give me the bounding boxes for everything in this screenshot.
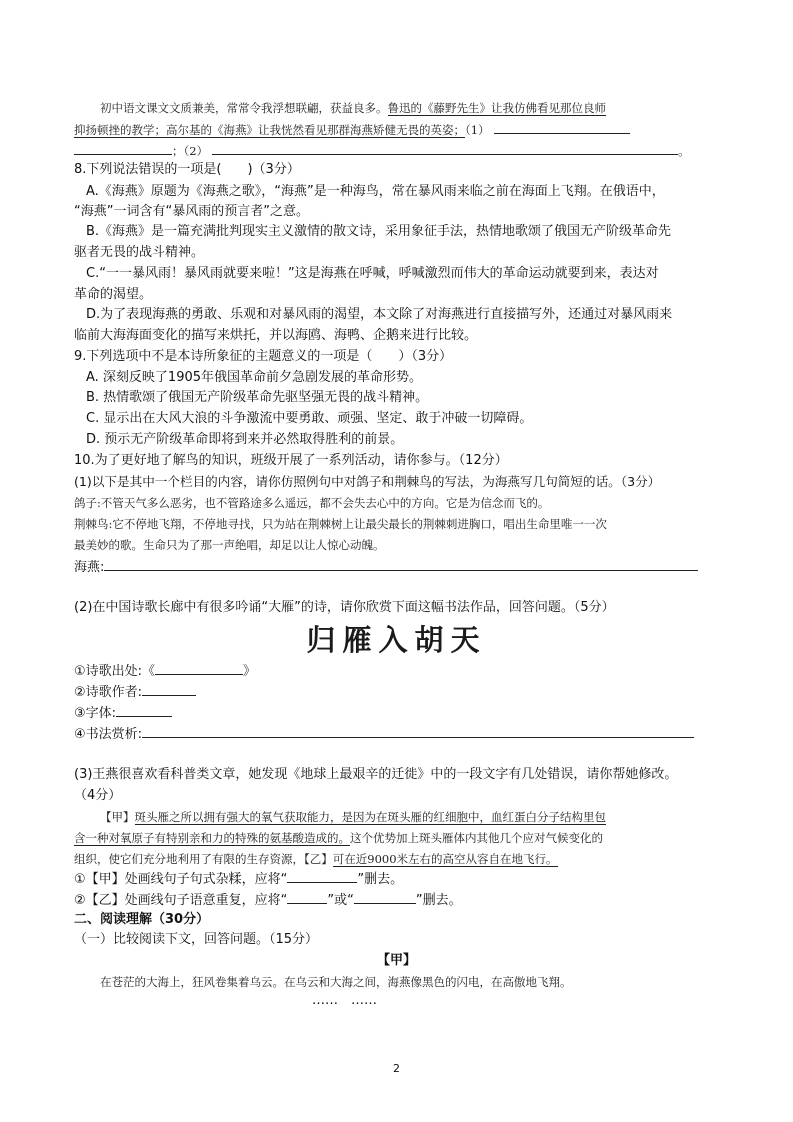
- passage-line-2: [74, 828, 603, 848]
- q9-option-b: B. 热情歌颂了俄国无产阶级革命先驱坚强无畏的战斗精神。: [86, 390, 429, 405]
- intro-text: 初中语文课文文质兼美，常常令我浮想联翩，获益良多。: [100, 101, 388, 115]
- sub-q-author: [74, 681, 196, 703]
- q8-option-a: A.《海燕》原题为《海燕之歌》，“海燕”是一种海鸟，常在暴风雨来临之前在海面上飞翔。在俄语中，: [86, 184, 665, 199]
- revision-2-label: ②【乙】处画线句子语意重复，应将“: [74, 893, 288, 908]
- q8-option-a-cont: “海燕”一词含有“暴风雨的预言者”之意。: [74, 204, 309, 219]
- pigeon-example: 鸽子:不管天气多么恶劣，也不管路途多么遥远，都不会失去心中的方向。它是为信念而飞的。: [74, 496, 550, 510]
- petrel-label: 海燕:: [74, 560, 105, 575]
- passage-line-1: [100, 807, 606, 827]
- passage-ellipsis: …… ……: [312, 993, 378, 1008]
- underlined-sentence-yi: 可在近9000米左右的高空从容自在地飞行。: [332, 852, 558, 866]
- blank-label: （1）: [465, 123, 490, 137]
- q10-part1-stem: (1)以下是其中一个栏目的内容，请你仿照例句中对鸽子和荆棘鸟的写法，为海燕写几句简短的话。（3分）: [74, 474, 661, 489]
- q9-option-d: D. 预示无产阶级革命即将到来并必然取得胜利的前景。: [86, 432, 404, 447]
- section-2-title: 二、阅读理解（30分）: [74, 912, 210, 927]
- appreciation-blank[interactable]: [142, 723, 694, 738]
- intro-line-2: [74, 119, 630, 140]
- answer-blank-2[interactable]: [212, 140, 678, 155]
- underlined-sentence-jia-cont: 含一种对氧原子有特别亲和力的特殊的氨基酸造成的。: [74, 831, 350, 845]
- intro-line-3: [74, 140, 690, 161]
- font-blank[interactable]: [116, 702, 172, 717]
- passage-line-3: [74, 849, 558, 869]
- revision-2-end: ”删去。: [415, 893, 462, 908]
- intro-line-1: [100, 98, 606, 118]
- revision-2: [74, 889, 462, 911]
- section-2-subtitle: （一）比较阅读下文，回答问题。（15分）: [74, 932, 319, 947]
- answer-blank-1[interactable]: [494, 119, 630, 134]
- revision-1-label: ①【甲】处画线句子句式杂糅，应将“: [74, 872, 288, 887]
- sub-q-font: [74, 702, 172, 724]
- source-blank[interactable]: [155, 660, 243, 675]
- passage-text: 组织，使它们充分地利用了有限的生存资源，: [74, 852, 304, 866]
- q8-option-d-cont: 临前大海海面变化的描写来烘托，并以海鸥、海鸭、企鹅来进行比较。: [74, 328, 478, 343]
- passage-jia-heading: 【甲】: [376, 953, 416, 968]
- q8-option-c-cont: 革命的渴望。: [74, 287, 153, 302]
- revision-1-end: ”删去。: [357, 872, 404, 887]
- q10-part3-score: （4分）: [74, 788, 122, 803]
- thornbird-example-cont: 最美妙的歌。生命只为了那一声绝唱，却足以让人惊心动魄。: [74, 538, 385, 552]
- author-label: ②诗歌作者:: [74, 685, 143, 700]
- q8-stem: 8.下列说法错误的一项是( )（3分）: [74, 162, 300, 177]
- font-label: ③字体:: [74, 706, 117, 721]
- q9-option-c: C. 显示出在大风大浪的斗争激流中要勇敢、顽强、坚定、敢于冲破一切障碍。: [86, 411, 533, 426]
- q8-option-b-cont: 驱者无畏的战斗精神。: [74, 245, 205, 260]
- blank-label: ；（2）: [172, 144, 209, 158]
- page-number: 2: [393, 1062, 400, 1075]
- passage-jia-text: 在苍茫的大海上，狂风卷集着乌云。在乌云和大海之间，海燕像黑色的闪电，在高傲地飞翔。: [100, 975, 572, 989]
- revision-1: [74, 868, 403, 890]
- q10-part3-stem: (3)王燕很喜欢看科普类文章，她发现《地球上最艰辛的迁徙》中的一段文字有几处错误，请你帮她修改。: [74, 767, 678, 782]
- answer-blank-1-cont[interactable]: [74, 140, 172, 155]
- source-label: ①诗歌出处:《: [74, 664, 156, 679]
- thornbird-example: 荆棘鸟:它不停地飞翔，不停地寻找，只为站在荆棘树上让最尖最长的荆棘刺进胸口，唱出生命里唯一一次: [74, 517, 607, 531]
- source-close: 》: [243, 664, 257, 679]
- passage-text: 这个优势加上斑头雁体内其他几个应对气候变化的: [350, 831, 603, 845]
- intro-underlined-text: 鲁迅的《藤野先生》让我仿佛看见那位良师: [387, 101, 606, 115]
- q8-option-c: C.“一一暴风雨！暴风雨就要来啦！”这是海燕在呼喊，呼喊激烈而伟大的革命运动就要到来，表达对: [86, 266, 659, 281]
- q10-part2-stem: (2)在中国诗歌长廊中有很多吟诵“大雁”的诗，请你欣赏下面这幅书法作品，回答问题。（5分）: [74, 600, 615, 615]
- revision-2-blank-a[interactable]: [287, 889, 327, 904]
- q8-option-d: D.为了表现海燕的勇敢、乐观和对暴风雨的渴望，本文除了对海燕进行直接描写外，还通过对暴风雨来: [86, 307, 673, 322]
- revision-1-blank[interactable]: [287, 868, 357, 883]
- author-blank[interactable]: [142, 681, 196, 696]
- petrel-answer-row: [74, 556, 698, 578]
- sub-q-appreciation: [74, 723, 694, 745]
- q8-option-b: B.《海燕》是一篇充满批判现实主义激情的散文诗，采用象征手法，热情地歌颂了俄国无产阶级革命先: [86, 224, 672, 239]
- intro-underlined-text: 抑扬顿挫的教学；高尔基的《海燕》让我恍然看见那群海燕矫健无畏的英姿；: [74, 123, 465, 137]
- period: 。: [678, 144, 690, 158]
- appreciation-label: ④书法赏析:: [74, 727, 143, 742]
- tag-jia: 【甲】: [100, 810, 135, 824]
- q10-stem: 10.为了更好地了解鸟的知识，班级开展了一系列活动，请你参与。（12分）: [74, 453, 508, 468]
- sub-q-source: [74, 660, 256, 682]
- q9-option-a: A. 深刻反映了1905年俄国革命前夕急剧发展的革命形势。: [86, 370, 423, 385]
- q9-stem: 9.下列选项中不是本诗所象征的主题意义的一项是（ ）（3分）: [74, 349, 453, 364]
- revision-2-blank-b[interactable]: [354, 889, 416, 904]
- tag-yi: 【乙】: [304, 852, 333, 866]
- underlined-sentence-jia: 斑头雁之所以拥有强大的氧气获取能力，是因为在斑头雁的红细胞中，血红蛋白分子结构里包: [134, 810, 606, 824]
- petrel-answer-blank[interactable]: [104, 556, 698, 571]
- calligraphy-artwork: 归雁入胡天: [306, 623, 487, 657]
- revision-2-or: ”或“: [327, 893, 354, 908]
